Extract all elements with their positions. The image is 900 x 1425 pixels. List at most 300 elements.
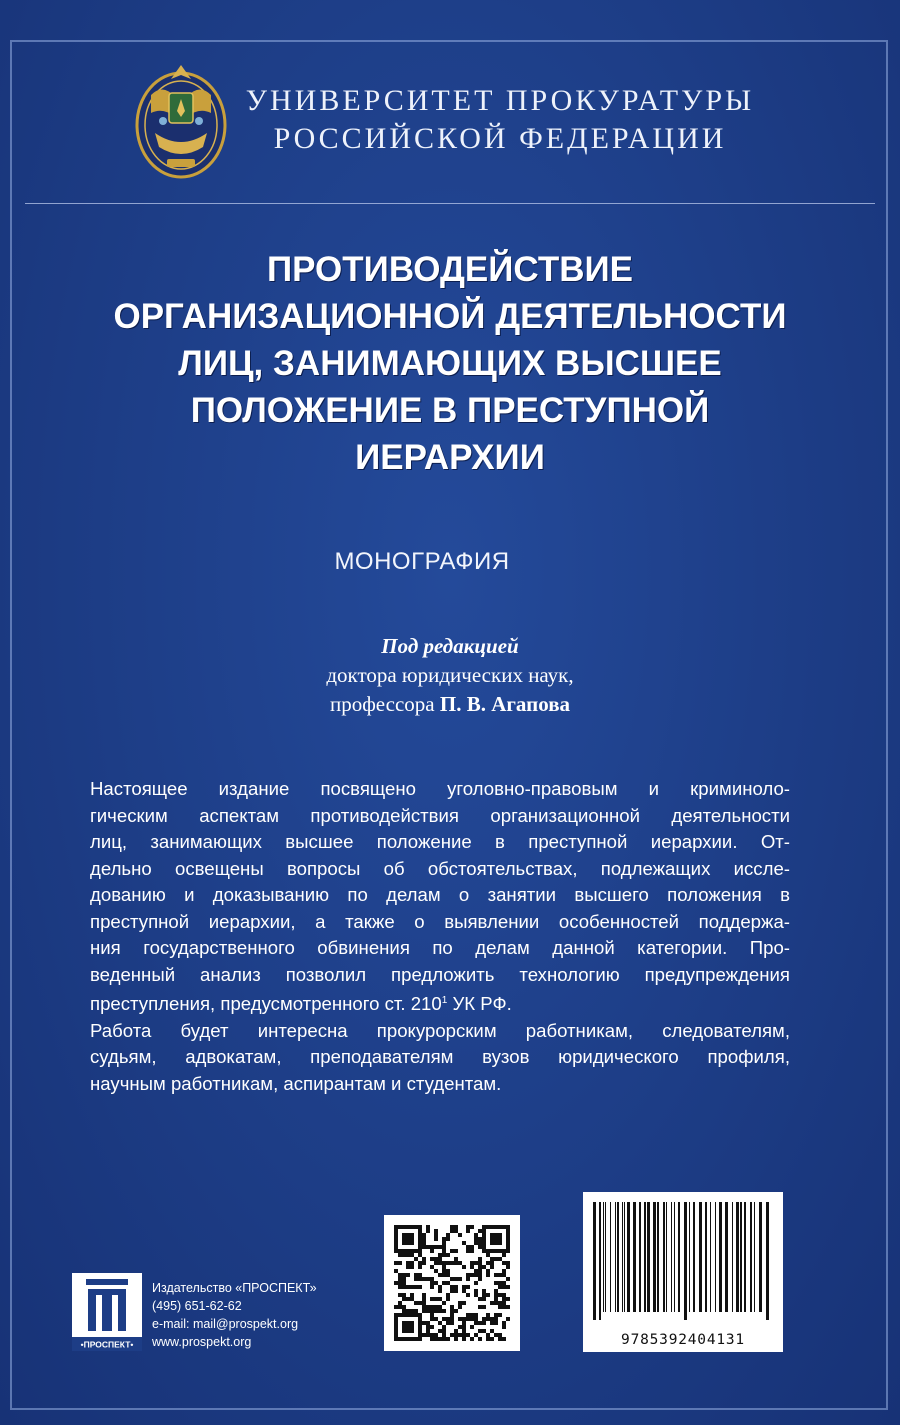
qr-module	[506, 1265, 510, 1269]
qr-module	[406, 1225, 410, 1229]
qr-module	[494, 1281, 498, 1285]
qr-module	[398, 1253, 402, 1257]
qr-module	[438, 1309, 442, 1313]
qr-module	[410, 1337, 414, 1341]
qr-module	[406, 1265, 410, 1269]
qr-module	[414, 1301, 418, 1305]
annotation-line: ния государственного обвинения по делам данной категории. Про-	[90, 937, 790, 958]
qr-code-icon[interactable]	[384, 1215, 520, 1351]
qr-module	[478, 1321, 482, 1325]
qr-module	[474, 1233, 478, 1237]
publisher-website[interactable]: www.prospekt.org	[152, 1335, 252, 1349]
qr-module	[442, 1337, 446, 1341]
editor-intro: Под редакцией	[381, 634, 519, 658]
qr-module	[458, 1333, 462, 1337]
qr-module	[426, 1333, 430, 1337]
qr-module	[454, 1261, 458, 1265]
barcode-bar	[666, 1202, 667, 1312]
qr-module	[494, 1297, 498, 1301]
isbn-number: 9785392404131	[621, 1332, 745, 1348]
qr-module	[394, 1313, 398, 1317]
qr-module	[398, 1249, 402, 1253]
qr-module	[434, 1261, 438, 1265]
qr-module	[394, 1337, 398, 1341]
barcode-bar	[633, 1202, 636, 1312]
barcode-bar	[684, 1202, 687, 1320]
qr-module	[414, 1309, 418, 1313]
qr-module	[434, 1237, 438, 1241]
qr-module	[486, 1313, 490, 1317]
qr-module	[402, 1293, 406, 1297]
qr-module	[430, 1297, 434, 1301]
barcode-bar	[663, 1202, 665, 1312]
qr-module	[450, 1261, 454, 1265]
qr-module	[394, 1261, 398, 1265]
qr-module	[462, 1337, 466, 1341]
qr-module	[402, 1285, 406, 1289]
qr-module	[410, 1241, 414, 1245]
qr-module	[502, 1297, 506, 1301]
qr-module	[490, 1329, 494, 1333]
qr-module	[394, 1305, 398, 1309]
qr-module	[486, 1261, 490, 1265]
qr-module	[506, 1277, 510, 1281]
qr-module	[470, 1225, 474, 1229]
qr-module	[410, 1309, 414, 1313]
qr-module	[402, 1273, 406, 1277]
qr-module	[450, 1225, 454, 1229]
qr-module	[502, 1261, 506, 1265]
barcode-bar	[759, 1202, 762, 1312]
qr-module	[410, 1237, 414, 1241]
qr-module	[482, 1297, 486, 1301]
qr-module	[410, 1261, 414, 1265]
qr-module	[422, 1257, 426, 1261]
qr-module	[438, 1289, 442, 1293]
qr-module	[394, 1241, 398, 1245]
qr-module	[394, 1325, 398, 1329]
qr-module	[426, 1229, 430, 1233]
qr-module	[482, 1241, 486, 1245]
qr-module	[454, 1229, 458, 1233]
qr-module	[470, 1317, 474, 1321]
barcode-bars	[589, 1202, 777, 1320]
barcode-bar	[744, 1202, 746, 1312]
qr-module	[406, 1261, 410, 1265]
qr-module	[430, 1333, 434, 1337]
qr-module	[430, 1257, 434, 1261]
qr-module	[474, 1269, 478, 1273]
qr-module	[442, 1281, 446, 1285]
barcode-bar	[719, 1202, 722, 1312]
qr-module	[434, 1229, 438, 1233]
qr-module	[422, 1237, 426, 1241]
barcode-bar	[644, 1202, 646, 1312]
barcode-bar	[725, 1202, 728, 1312]
qr-module	[502, 1249, 506, 1253]
editor-block	[250, 632, 650, 719]
barcode-bar	[740, 1202, 742, 1312]
qr-module	[466, 1333, 470, 1337]
qr-module	[482, 1229, 486, 1233]
qr-module	[434, 1337, 438, 1341]
qr-module	[402, 1321, 406, 1325]
qr-module	[454, 1337, 458, 1341]
barcode-bar	[705, 1202, 707, 1312]
qr-module	[502, 1325, 506, 1329]
annotation-line: веденный анализ позволил предложить технологию предупреждения	[90, 963, 790, 985]
publisher-info	[152, 1279, 317, 1351]
qr-module	[418, 1277, 422, 1281]
qr-module	[398, 1281, 402, 1285]
qr-module	[494, 1257, 498, 1261]
qr-module	[442, 1309, 446, 1313]
qr-module	[470, 1261, 474, 1265]
qr-module	[498, 1241, 502, 1245]
qr-module	[498, 1237, 502, 1241]
qr-module	[402, 1297, 406, 1301]
qr-module	[434, 1233, 438, 1237]
qr-module	[450, 1285, 454, 1289]
qr-module	[418, 1329, 422, 1333]
barcode-bar	[674, 1202, 675, 1312]
publisher-phone[interactable]: (495) 651-62-62	[152, 1299, 242, 1313]
qr-module	[438, 1337, 442, 1341]
qr-module	[426, 1309, 430, 1313]
qr-module	[406, 1285, 410, 1289]
qr-module	[498, 1333, 502, 1337]
qr-module	[502, 1285, 506, 1289]
barcode-bar	[610, 1202, 611, 1312]
qr-module	[482, 1305, 486, 1309]
qr-module	[398, 1301, 402, 1305]
annotation-line	[90, 988, 790, 1018]
qr-module	[442, 1325, 446, 1329]
qr-module	[478, 1297, 482, 1301]
qr-module	[418, 1325, 422, 1329]
qr-module	[406, 1297, 410, 1301]
qr-module	[494, 1317, 498, 1321]
qr-module	[486, 1253, 490, 1257]
qr-module	[422, 1301, 426, 1305]
qr-module	[506, 1249, 510, 1253]
qr-module	[482, 1265, 486, 1269]
qr-module	[478, 1257, 482, 1261]
barcode-bar	[653, 1202, 656, 1312]
qr-module	[434, 1297, 438, 1301]
annotation	[90, 776, 790, 1097]
qr-module	[494, 1289, 498, 1293]
qr-module	[462, 1325, 466, 1329]
qr-module	[478, 1237, 482, 1241]
qr-module	[414, 1249, 418, 1253]
qr-module	[478, 1229, 482, 1233]
qr-module	[502, 1269, 506, 1273]
qr-module	[442, 1333, 446, 1337]
qr-module	[478, 1265, 482, 1269]
qr-module	[410, 1293, 414, 1297]
barcode-bar	[647, 1202, 650, 1312]
qr-module	[486, 1225, 490, 1229]
qr-module	[398, 1293, 402, 1297]
qr-module	[482, 1225, 486, 1229]
qr-module	[470, 1245, 474, 1249]
qr-module	[406, 1329, 410, 1333]
qr-module	[478, 1241, 482, 1245]
qr-module	[418, 1273, 422, 1277]
qr-module	[406, 1337, 410, 1341]
qr-module	[498, 1225, 502, 1229]
qr-module	[502, 1293, 506, 1297]
qr-module	[394, 1245, 398, 1249]
qr-module	[398, 1261, 402, 1265]
qr-module	[458, 1305, 462, 1309]
qr-module	[402, 1325, 406, 1329]
qr-module	[418, 1261, 422, 1265]
qr-module	[450, 1309, 454, 1313]
qr-module	[430, 1245, 434, 1249]
qr-module	[430, 1313, 434, 1317]
barcode-bar	[624, 1202, 625, 1312]
barcode-bar	[599, 1202, 601, 1320]
qr-module	[434, 1257, 438, 1261]
qr-module	[490, 1257, 494, 1261]
university-name-line: РОССИЙСКОЙ ФЕДЕРАЦИИ	[273, 122, 727, 155]
qr-module	[454, 1249, 458, 1253]
qr-module	[406, 1233, 410, 1237]
qr-module	[446, 1281, 450, 1285]
qr-module	[406, 1237, 410, 1241]
qr-module	[394, 1333, 398, 1337]
qr-module	[410, 1265, 414, 1269]
qr-module	[502, 1273, 506, 1277]
qr-module	[398, 1285, 402, 1289]
qr-module	[474, 1289, 478, 1293]
qr-module	[402, 1313, 406, 1317]
qr-module	[478, 1305, 482, 1309]
qr-module	[474, 1321, 478, 1325]
qr-module	[414, 1313, 418, 1317]
qr-module	[430, 1281, 434, 1285]
qr-module	[490, 1265, 494, 1269]
qr-module	[506, 1245, 510, 1249]
qr-module	[442, 1329, 446, 1333]
publisher-logo-icon	[72, 1273, 142, 1351]
qr-module	[394, 1233, 398, 1237]
qr-module	[506, 1241, 510, 1245]
qr-module	[430, 1285, 434, 1289]
qr-module	[450, 1277, 454, 1281]
qr-module	[402, 1277, 406, 1281]
qr-module	[458, 1317, 462, 1321]
qr-module	[474, 1313, 478, 1317]
qr-module	[410, 1233, 414, 1237]
qr-module	[506, 1305, 510, 1309]
qr-module	[494, 1293, 498, 1297]
qr-module	[394, 1229, 398, 1233]
qr-module	[422, 1245, 426, 1249]
qr-module	[446, 1261, 450, 1265]
qr-module	[490, 1241, 494, 1245]
divider	[25, 203, 875, 204]
qr-module	[490, 1337, 494, 1341]
qr-module	[478, 1245, 482, 1249]
qr-module	[402, 1249, 406, 1253]
qr-module	[442, 1253, 446, 1257]
qr-module	[438, 1285, 442, 1289]
qr-module	[438, 1261, 442, 1265]
article-superscript: 1	[441, 995, 448, 1006]
qr-module	[398, 1277, 402, 1281]
qr-module	[418, 1233, 422, 1237]
qr-module	[498, 1233, 502, 1237]
qr-module	[394, 1281, 398, 1285]
qr-module	[394, 1321, 398, 1325]
barcode-bar	[689, 1202, 690, 1312]
qr-module	[470, 1265, 474, 1269]
qr-module	[418, 1321, 422, 1325]
qr-module	[478, 1269, 482, 1273]
qr-module	[486, 1269, 490, 1273]
qr-module	[482, 1233, 486, 1237]
isbn-barcode	[583, 1192, 783, 1352]
qr-module	[442, 1249, 446, 1253]
qr-module	[462, 1321, 466, 1325]
qr-module	[402, 1305, 406, 1309]
qr-module	[498, 1273, 502, 1277]
qr-module	[486, 1333, 490, 1337]
qr-module	[422, 1309, 426, 1313]
editor-title: профессора	[329, 692, 435, 716]
qr-module	[422, 1233, 426, 1237]
publisher-email[interactable]: e-mail: mail@prospekt.org	[152, 1317, 299, 1331]
qr-module	[430, 1265, 434, 1269]
qr-module	[506, 1225, 510, 1229]
qr-module	[466, 1225, 470, 1229]
qr-module	[394, 1317, 398, 1321]
qr-module	[450, 1289, 454, 1293]
qr-module	[462, 1241, 466, 1245]
barcode-bar	[627, 1202, 630, 1312]
qr-module	[406, 1321, 410, 1325]
qr-module	[446, 1273, 450, 1277]
qr-module	[498, 1337, 502, 1341]
qr-module	[474, 1273, 478, 1277]
qr-module	[458, 1325, 462, 1329]
qr-module	[474, 1241, 478, 1245]
qr-module	[490, 1225, 494, 1229]
barcode-bar	[605, 1202, 606, 1312]
qr-module	[430, 1337, 434, 1341]
annotation-line: дованию и доказыванию по делам о занятии высшего положения в	[90, 884, 790, 905]
qr-module	[434, 1245, 438, 1249]
qr-module	[506, 1237, 510, 1241]
qr-module	[450, 1333, 454, 1337]
qr-module	[502, 1301, 506, 1305]
qr-module	[434, 1309, 438, 1313]
qr-module	[402, 1237, 406, 1241]
qr-module	[430, 1309, 434, 1313]
qr-module	[454, 1277, 458, 1281]
qr-module	[402, 1309, 406, 1313]
qr-module	[418, 1225, 422, 1229]
university-emblem-icon	[133, 55, 229, 183]
qr-module	[402, 1225, 406, 1229]
barcode-bar	[754, 1202, 755, 1312]
qr-module	[434, 1317, 438, 1321]
title-line: ПОЛОЖЕНИЕ В ПРЕСТУПНОЙ	[190, 391, 710, 430]
qr-module	[506, 1229, 510, 1233]
qr-module	[478, 1337, 482, 1341]
qr-module	[466, 1277, 470, 1281]
qr-module	[466, 1313, 470, 1317]
qr-module	[502, 1305, 506, 1309]
qr-module	[474, 1281, 478, 1285]
qr-module	[402, 1281, 406, 1285]
qr-code-graphic	[384, 1215, 520, 1351]
qr-module	[434, 1305, 438, 1309]
qr-module	[462, 1301, 466, 1305]
qr-module	[466, 1293, 470, 1297]
qr-module	[462, 1285, 466, 1289]
qr-module	[446, 1297, 450, 1301]
qr-module	[442, 1301, 446, 1305]
qr-module	[494, 1241, 498, 1245]
qr-module	[426, 1325, 430, 1329]
qr-module	[466, 1273, 470, 1277]
qr-module	[426, 1329, 430, 1333]
qr-module	[506, 1285, 510, 1289]
qr-module	[494, 1321, 498, 1325]
qr-module	[394, 1269, 398, 1273]
qr-module	[494, 1313, 498, 1317]
qr-module	[402, 1241, 406, 1245]
qr-module	[430, 1277, 434, 1281]
annotation-line: Работа будет интересна прокурорским работникам, следователям,	[90, 1019, 790, 1041]
qr-module	[482, 1329, 486, 1333]
qr-module	[454, 1289, 458, 1293]
annotation-text: преступления, предусмотренного ст. 210	[90, 993, 442, 1015]
qr-module	[454, 1309, 458, 1313]
qr-module	[438, 1245, 442, 1249]
barcode-bar	[715, 1202, 716, 1312]
publisher-logo-label: •ПРОСПЕКТ•	[80, 1339, 134, 1350]
barcode-bar	[657, 1202, 659, 1312]
barcode-bar	[622, 1202, 623, 1312]
qr-module	[486, 1273, 490, 1277]
qr-module	[418, 1265, 422, 1269]
qr-module	[402, 1253, 406, 1257]
qr-module	[490, 1237, 494, 1241]
qr-module	[450, 1313, 454, 1317]
qr-module	[490, 1261, 494, 1265]
qr-module	[394, 1249, 398, 1253]
annotation-line: Настоящее издание посвящено уголовно-правовым и криминоло-	[90, 778, 790, 799]
qr-module	[414, 1337, 418, 1341]
qr-module	[418, 1241, 422, 1245]
qr-module	[442, 1237, 446, 1241]
barcode-bar	[750, 1202, 752, 1312]
qr-module	[402, 1233, 406, 1237]
qr-module	[430, 1325, 434, 1329]
qr-module	[482, 1321, 486, 1325]
qr-module	[466, 1245, 470, 1249]
qr-module	[506, 1297, 510, 1301]
qr-module	[506, 1261, 510, 1265]
qr-module	[442, 1273, 446, 1277]
qr-module	[478, 1261, 482, 1265]
qr-module	[442, 1261, 446, 1265]
